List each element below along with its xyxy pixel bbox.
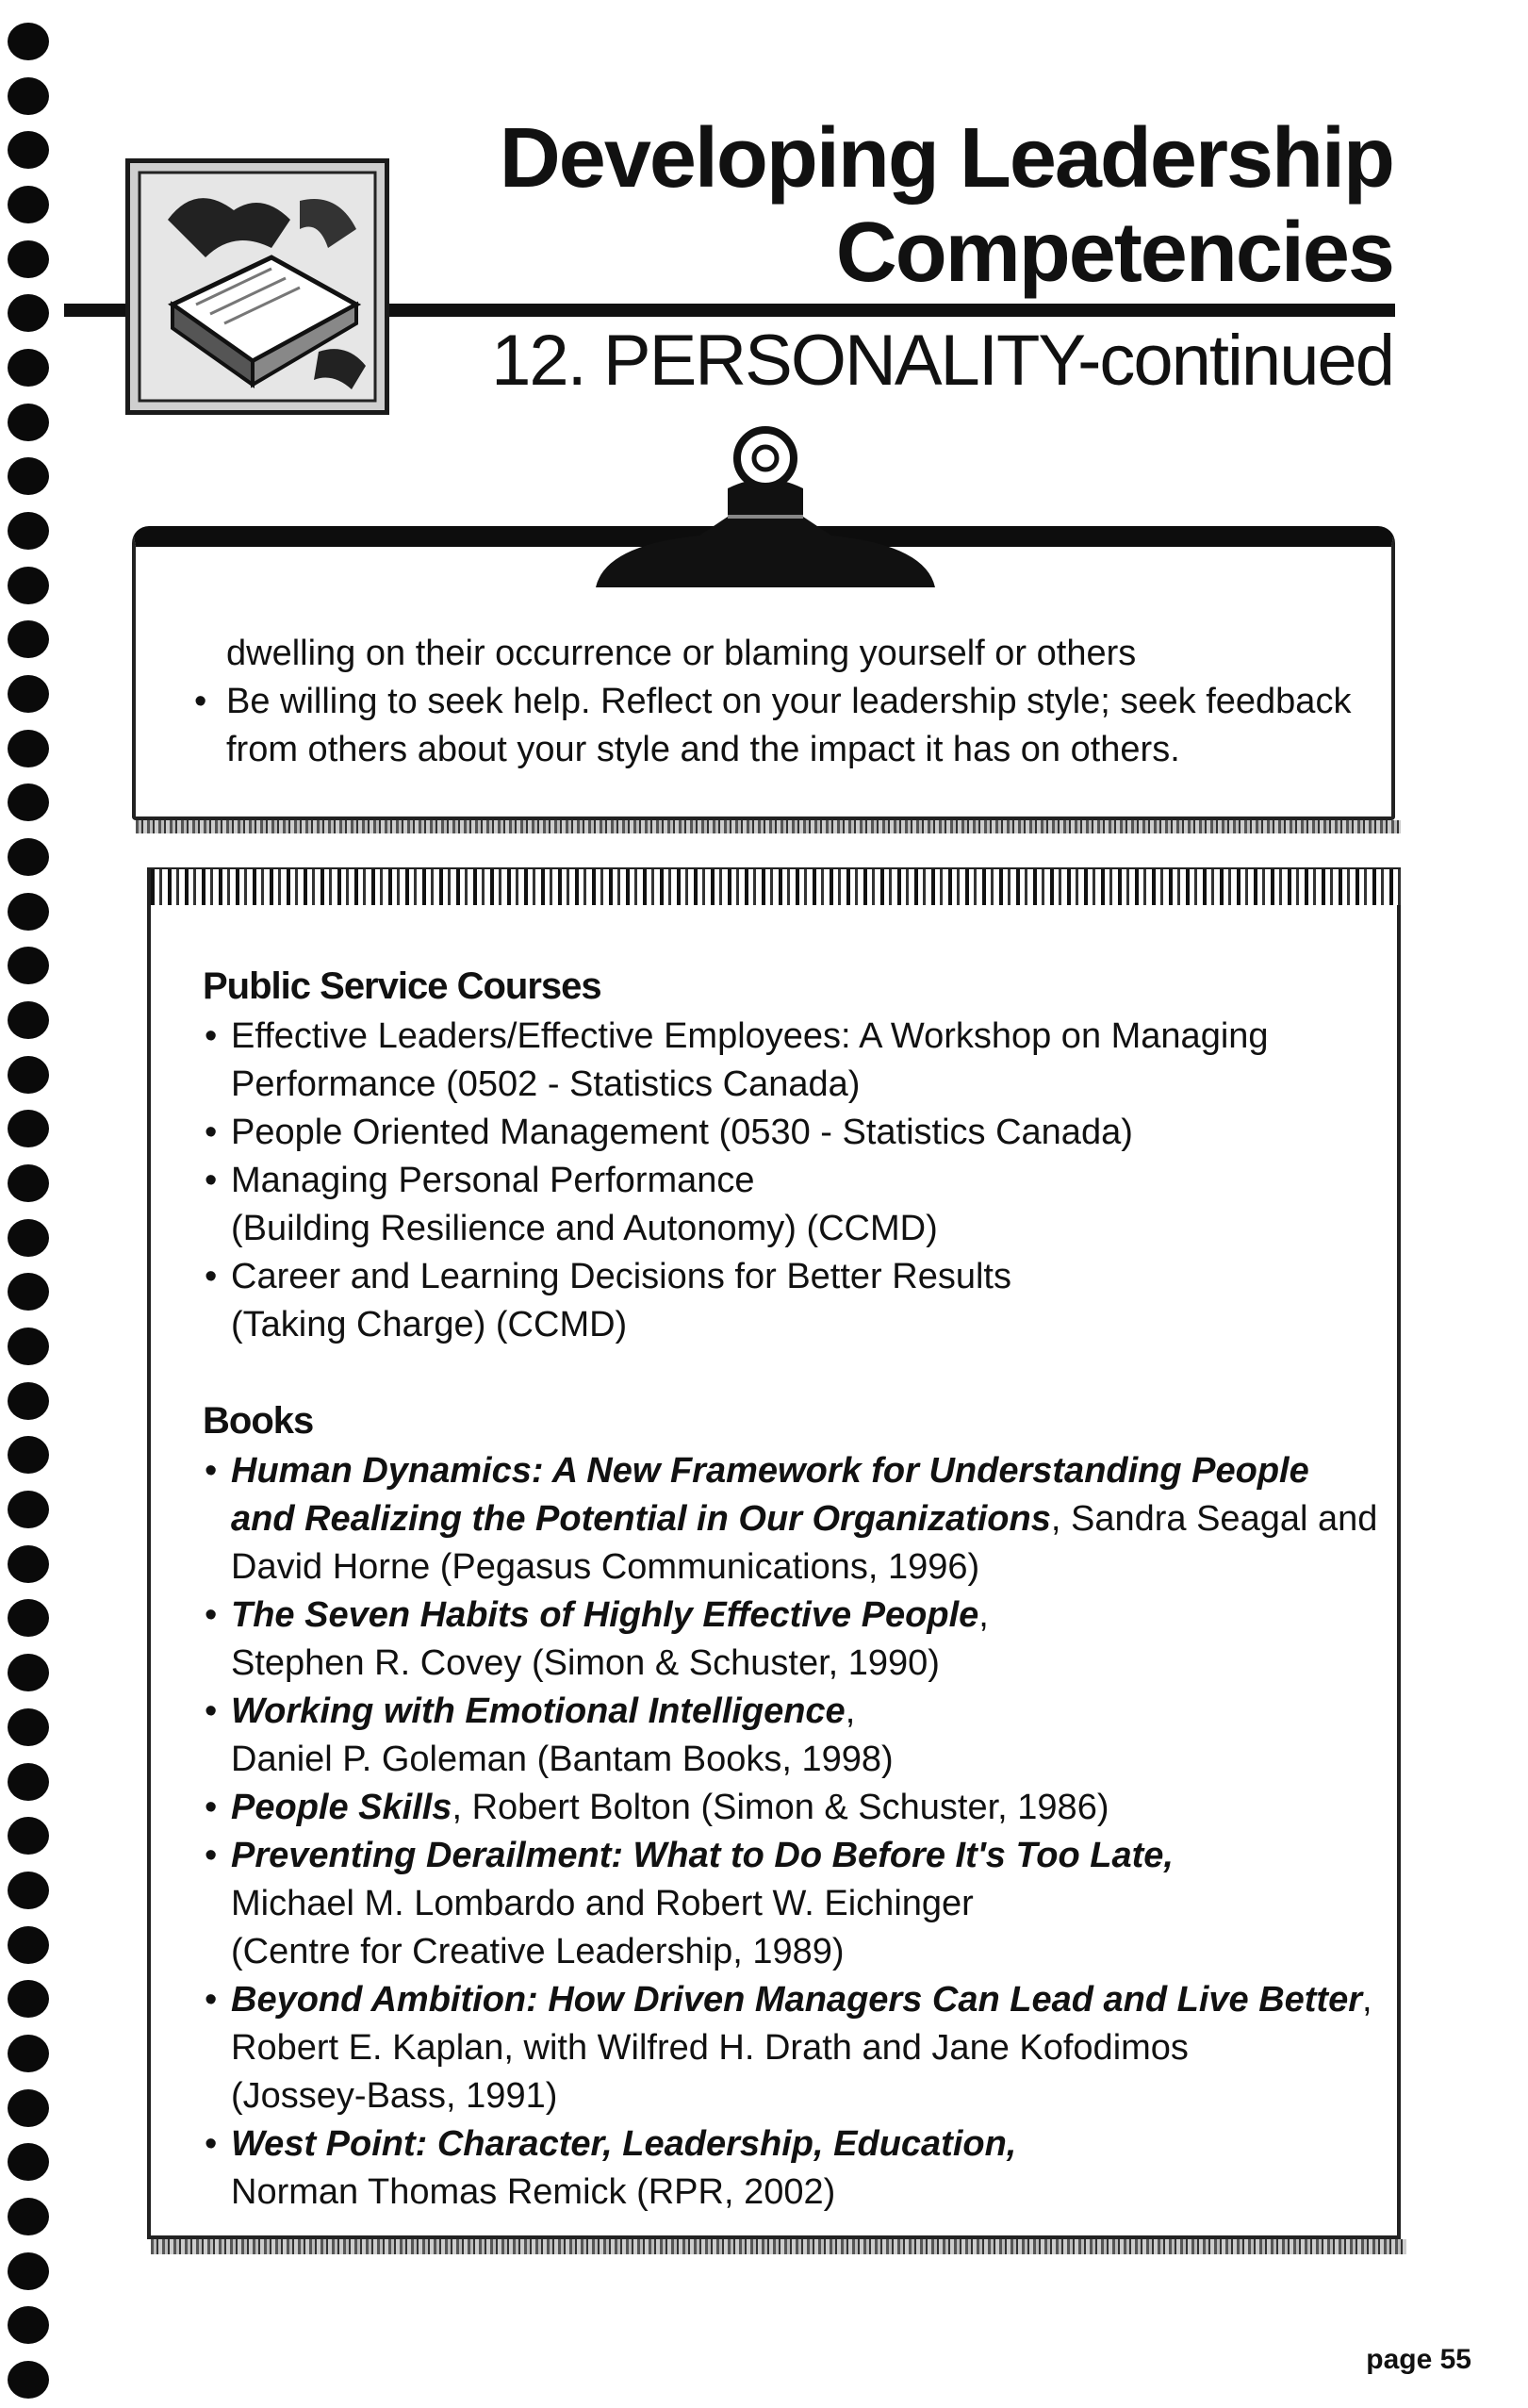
spiral-ring: [8, 675, 49, 713]
book-title: • Preventing Derailment: What to Do Before It's Too Late,: [231, 1836, 1174, 1875]
spiral-ring: [8, 349, 49, 387]
spiral-ring: [8, 1436, 49, 1474]
book-details: Michael M. Lombardo and Robert W. Eichinger: [231, 1884, 974, 1923]
page-number: page 55: [1366, 2344, 1471, 2375]
spiral-ring: [8, 404, 49, 441]
spiral-ring: [8, 2089, 49, 2127]
book-details: David Horne (Pegasus Communications, 1996): [231, 1547, 980, 1587]
book-title: Working with Emotional Intelligence: [231, 1691, 846, 1731]
spiral-ring: [8, 1599, 49, 1637]
book-item: [203, 1592, 1390, 1688]
book-details: , Robert Bolton (Simon & Schuster, 1986): [452, 1788, 1109, 1827]
courses-list: [203, 1013, 1390, 1349]
clipboard-clip-icon: [586, 422, 945, 602]
course-line: (Building Resilience and Autonomy) (CCMD): [231, 1209, 938, 1248]
book-details: , Sandra Seagal and: [1050, 1499, 1378, 1539]
spiral-ring: [8, 783, 49, 821]
spiral-ring: [8, 1164, 49, 1202]
note-line-1: dwelling on their occurrence or blaming yourself or others: [226, 634, 1137, 673]
spiral-ring: [8, 1708, 49, 1746]
spiral-ring: [8, 1491, 49, 1528]
spiral-ring: [8, 730, 49, 767]
spiral-ring: [8, 2306, 49, 2344]
spiral-ring: [8, 186, 49, 223]
spiral-ring: [8, 2252, 49, 2290]
spiral-ring: [8, 512, 49, 550]
course-line: • People Oriented Management (0530 - Statistics Canada): [231, 1113, 1133, 1152]
book-details: Stephen R. Covey (Simon & Schuster, 1990): [231, 1643, 940, 1683]
spiral-ring: [8, 1545, 49, 1583]
spiral-ring: [8, 1763, 49, 1801]
book-details: ,: [978, 1595, 989, 1635]
course-line: • Effective Leaders/Effective Employees: A Workshop on Managing: [231, 1016, 1269, 1056]
course-item: [203, 1253, 1390, 1349]
resources-content: [203, 960, 1390, 2217]
spiral-ring: [8, 1980, 49, 2018]
book-item: [203, 1832, 1390, 1976]
spiral-ring: [8, 947, 49, 984]
spiral-ring: [8, 1219, 49, 1257]
books-list: [203, 1447, 1390, 2217]
page-title: [500, 111, 1393, 300]
book-details: ,: [1362, 1980, 1372, 2020]
spiral-ring: [8, 838, 49, 876]
course-line: • Managing Personal Performance: [231, 1161, 755, 1200]
spiral-ring: [8, 2361, 49, 2399]
courses-heading: Public Service Courses: [203, 965, 601, 1007]
book-details: (Centre for Creative Leadership, 1989): [231, 1932, 845, 1971]
spiral-ring: [8, 1328, 49, 1365]
spiral-ring: [8, 2035, 49, 2072]
spiral-ring: [8, 240, 49, 278]
spiral-ring: [8, 294, 49, 332]
notepad-rings: [151, 869, 1401, 905]
book-item: [203, 1688, 1390, 1784]
title-line-1: Developing Leadership: [499, 111, 1393, 206]
course-line: • Career and Learning Decisions for Better Results: [231, 1257, 1011, 1296]
book-illustration-icon: [125, 158, 389, 415]
book-title: The Seven Habits of Highly Effective People: [231, 1595, 979, 1635]
spiral-ring: [8, 1872, 49, 1909]
book-details: Norman Thomas Remick (RPR, 2002): [231, 2172, 836, 2212]
book-title: Beyond Ambition: How Driven Managers Can Lead and Live Better: [231, 1980, 1363, 2020]
book-item: [203, 1976, 1390, 2120]
spiral-ring: [8, 620, 49, 658]
spiral-ring: [8, 1110, 49, 1147]
books-heading: Books: [203, 1400, 314, 1442]
book-details: (Jossey-Bass, 1991): [231, 2076, 558, 2116]
course-item: [203, 1109, 1390, 1157]
book-details: Daniel P. Goleman (Bantam Books, 1998): [231, 1740, 894, 1779]
book-title: People Skills: [231, 1788, 452, 1827]
book-title: • Human Dynamics: A New Framework for Understanding People: [231, 1451, 1309, 1491]
spiral-ring: [8, 1382, 49, 1420]
course-item: [203, 1013, 1390, 1109]
note-line-3: from others about your style and the impact it has on others.: [226, 730, 1180, 769]
spiral-ring: [8, 2198, 49, 2235]
book-title: and Realizing the Potential in Our Organizations: [231, 1499, 1051, 1539]
book-item: [203, 1447, 1390, 1592]
spiral-ring: [8, 1056, 49, 1094]
course-line: (Taking Charge) (CCMD): [231, 1305, 628, 1344]
book-details: ,: [845, 1691, 856, 1731]
spiral-ring: [8, 1926, 49, 1964]
spiral-ring: [8, 1654, 49, 1691]
spiral-ring: [8, 567, 49, 604]
spiral-ring: [8, 893, 49, 931]
section-subtitle: 12. PERSONALITY-continued: [491, 321, 1393, 401]
title-line-2: Competencies: [835, 206, 1393, 300]
spiral-binding: [8, 0, 64, 2408]
spiral-ring: [8, 1001, 49, 1039]
spiral-ring: [8, 1273, 49, 1311]
book-item: [203, 2120, 1390, 2217]
spiral-ring: [8, 77, 49, 115]
spiral-ring: [8, 2143, 49, 2181]
course-line: Performance (0502 - Statistics Canada): [231, 1064, 861, 1104]
spiral-ring: [8, 1817, 49, 1855]
book-item: [203, 1784, 1390, 1832]
book-title: • West Point: Character, Leadership, Education,: [231, 2124, 1017, 2164]
book-details: Robert E. Kaplan, with Wilfred H. Drath and Jane Kofodimos: [231, 2028, 1189, 2068]
course-item: [203, 1157, 1390, 1253]
continued-note-text: [226, 630, 1376, 774]
spiral-ring: [8, 23, 49, 60]
note-line-2: • Be willing to seek help. Reflect on your leadership style; seek feedback: [226, 678, 1376, 726]
spiral-ring: [8, 131, 49, 169]
spiral-ring: [8, 457, 49, 495]
